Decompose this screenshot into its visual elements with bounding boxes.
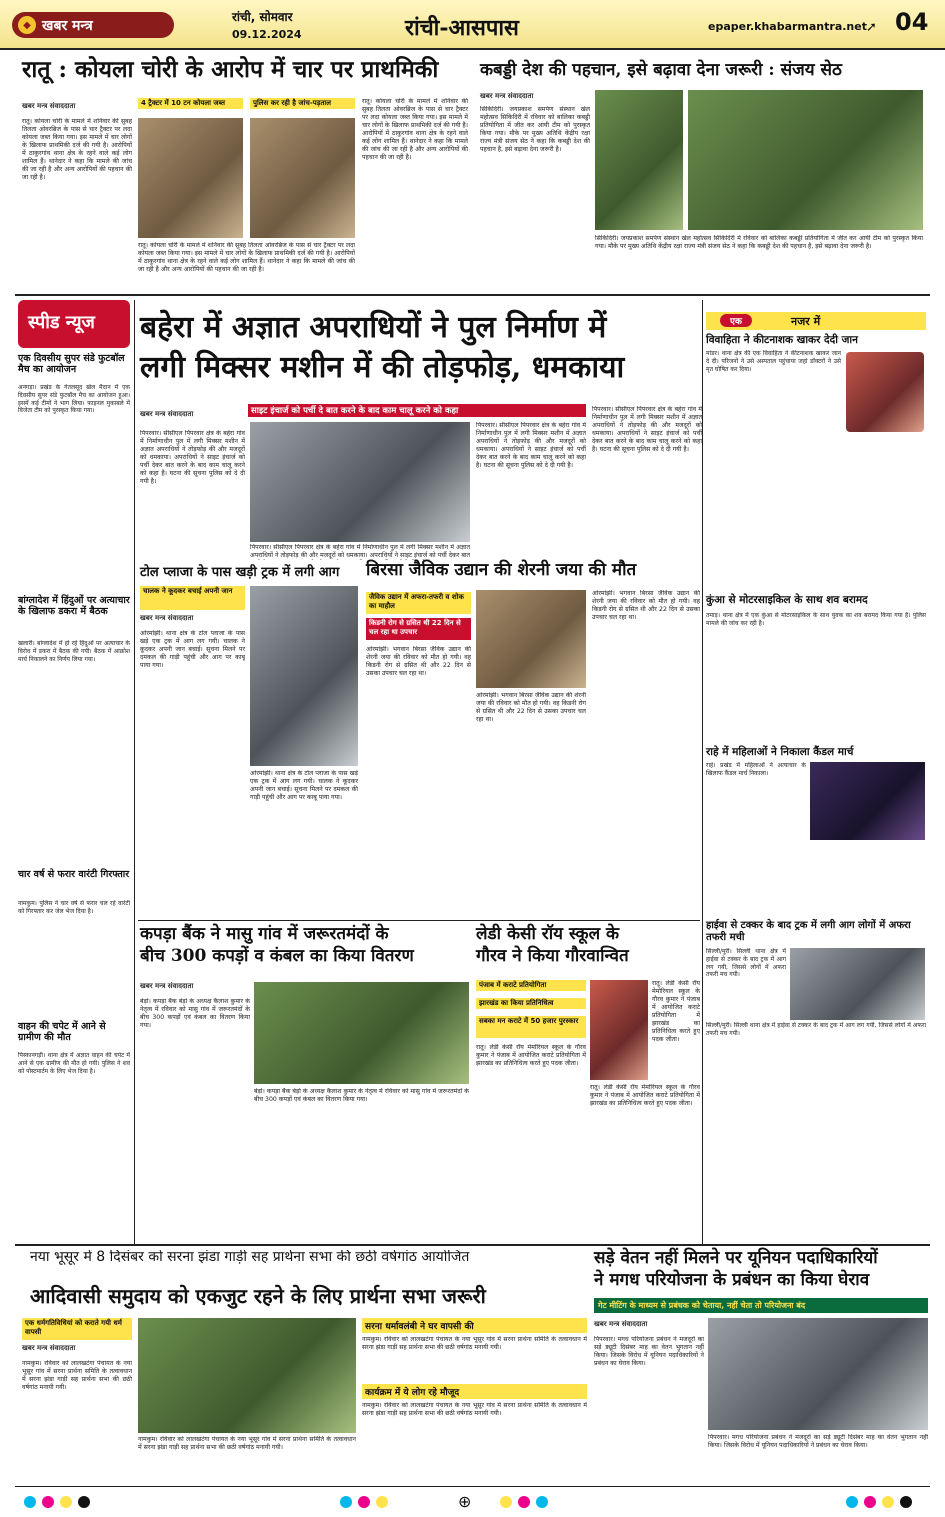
prayer-strap-2: कार्यक्रम में ये लोग रहे मौजूद (362, 1384, 587, 1399)
candle-march-photo (810, 762, 925, 840)
divider (15, 294, 930, 296)
story-coal-body-cont: रातू। कोयला चोरी के मामले में शनिवार की सुबह तिलता ओवरब्रिज के पास से चार ट्रैक्टर पर लदा कोयला जब्त किया गया। इस मामले में चार लोगों के खिलाफ प्राथमिकी दर्ज की गयी है। आरोपियों में ठाकुरगांव थाना क्षेत्र के रहने वाले कई लोग शामिल हैं। थानेदार ने कहा कि मामले की जांच की जा रही है और अन्य आरोपियों की पहचान की जा रही है। (138, 242, 355, 274)
zoo-body: ओरमांझी। भगवान बिरसा जैविक उद्यान की शेरनी जया की रविवार को मौत हो गयी। वह किडनी रोग से ग्रसित थी और 22 दिन से उसका उपचार चल रहा था। (366, 646, 471, 678)
nazar-item-body-2: तमाड़। थाना क्षेत्र में एक कुंआ से मोटरसाइकिल के साथ युवक का शव बरामद किया गया है। पुलिस मामले की जांच कर रही है। (706, 612, 926, 627)
story-coal-caption-1: 4 ट्रैक्टर में 10 टन कोयला जब्त (138, 98, 243, 109)
color-registration-left (24, 1496, 90, 1508)
union-body-cont: पिपरवार। मगध परियोजना प्रबंधन ने मजदूरों का सड़े ड्यूटी दिसंबर माह का वेतन भुगतान नहीं किया। जिसके विरोध में यूनियन पदाधिकारियों ने प्रबंधन का घेराव किया। (708, 1434, 928, 1450)
speed-item-body-3: नामकुम। पुलिस ने चार वर्ष से फरार चल रहे वारंटी को गिरफ्तार कर जेल भेज दिया है। (18, 900, 130, 915)
byline-lead: खबर मन्त्र संवाददाता (140, 410, 194, 418)
city-day: रांची, सोमवार (232, 10, 293, 24)
byline-kabaddi: खबर मन्त्र संवाददाता (480, 92, 534, 100)
column-rule-right (702, 300, 703, 1245)
page-number: 04 (895, 8, 929, 36)
zoo-caption-1: जैविक उद्यान में अफरा-तफरी व शोक का माहौल (366, 592, 471, 614)
lead-body-col3: पिपरवार। सीसीएल पिपरवार क्षेत्र के बहेरा गांव में निर्माणाधीन पुल में लगी मिक्सर मशीन में अज्ञात अपराधियों ने तोड़फोड़ की और मजदूरों को धमकाया। अपराधियों ने साइट इंचार्ज को पर्ची देकर बात करने के बाद काम चालू करने को कहा है। घटना की सूचना पुलिस को दे दी गयी है। (476, 422, 586, 470)
nazar-portrait (846, 352, 924, 432)
school-body: रातू। लेडी केसी रॉय मेमोरियल स्कूल के गौरव कुमार ने पंजाब में आयोजित कराटे प्रतियोगिता में झारखंड का प्रतिनिधित्व करते हुए पदक जीता। (476, 1044, 586, 1068)
divider (15, 1244, 930, 1246)
nazar-item-body-1: मांडर। थाना क्षेत्र की एक विवाहिता ने कीटनाशक खाकर जान दे दी। परिजनों ने उसे अस्पताल पहुंचाया जहां डॉक्टरों ने उसे मृत घोषित कर दिया। (706, 350, 841, 373)
nazar-item-head-1: विवाहिता ने कीटनाशक खाकर देदी जान (706, 334, 858, 346)
speed-item-body-4: पिस्कानगड़ी। थाना क्षेत्र में अज्ञात वाहन की चपेट में आने से एक ग्रामीण की मौत हो गयी। पुलिस ने शव को पोस्टमार्टम के लिए भेज दिया है। (18, 1052, 130, 1075)
kabaddi-photo-2 (688, 90, 923, 230)
footer-rule (15, 1486, 930, 1487)
epaper-url[interactable]: epaper.khabarmantra.net (708, 20, 867, 33)
byline-prayer: खबर मन्त्र संवाददाता (22, 1344, 76, 1352)
logo-icon: ◆ (18, 16, 36, 34)
union-headline-2: ने मगध परियोजना के प्रबंधन का किया घेराव (594, 1270, 870, 1290)
zoo-body-cont: ओरमांझी। भगवान बिरसा जैविक उद्यान की शेरनी जया की रविवार को मौत हो गयी। वह किडनी रोग से ग्रसित थी और 22 दिन से उसका उपचार चल रहा था। (476, 692, 586, 724)
blanket-body: बेड़ो। कपड़ा बैंक बेड़ो के अध्यक्ष कैलाश कुमार के नेतृत्व में रविवार को मासु गांव में जरूरतमंदों के बीच 300 कपड़ों एवं कंबल का वितरण किया गया। (140, 998, 250, 1030)
coal-photo-2 (250, 118, 355, 238)
school-headline-2: गौरव ने किया गौरवान्वित (476, 946, 629, 966)
story-coal-caption-2: पुलिस कर रही है जांच-पड़ताल (250, 98, 355, 109)
school-body-cont: रातू। लेडी केसी रॉय मेमोरियल स्कूल के गौरव कुमार ने पंजाब में आयोजित कराटे प्रतियोगिता में झारखंड का प्रतिनिधित्व करते हुए पदक जीता। (590, 1084, 700, 1108)
union-photo (708, 1318, 928, 1430)
speed-item-head-1: एक दिवसीय सुपर संडे फुटबॉल मैच का आयोजन (18, 353, 125, 375)
byline-blanket: खबर मन्त्र संवाददाता (140, 982, 194, 990)
school-body-side: रातू। लेडी केसी रॉय मेमोरियल स्कूल के गौरव कुमार ने पंजाब में आयोजित कराटे प्रतियोगिता में झारखंड का प्रतिनिधित्व करते हुए पदक जीता। (652, 980, 700, 1044)
masthead (0, 0, 945, 50)
lead-headline-2: लगी मिक्सर मशीन में की तोड़फोड़, धमकाया (140, 350, 625, 385)
byline: खबर मन्त्र संवाददाता (22, 102, 76, 110)
lead-body: पिपरवार। सीसीएल पिपरवार क्षेत्र के बहेरा गांव में निर्माणाधीन पुल में लगी मिक्सर मशीन में अज्ञात अपराधियों ने तोड़फोड़ की और मजदूरों को धमकाया। अपराधियों ने साइट इंचार्ज को पर्ची देकर बात करने के बाद काम चालू करने को कहा है। घटना की सूचना पुलिस को दे दी गयी है। (140, 430, 245, 486)
story-coal-body-col3: रातू। कोयला चोरी के मामले में शनिवार की सुबह तिलता ओवरब्रिज के पास से चार ट्रैक्टर पर लदा कोयला जब्त किया गया। इस मामले में चार लोगों के खिलाफ प्राथमिकी दर्ज की गयी है। आरोपियों में ठाकुरगांव थाना क्षेत्र के रहने वाले कई लोग शामिल हैं। थानेदार ने कहा कि मामले की जांच की जा रही है और अन्य आरोपियों की पहचान की जा रही है। (362, 98, 468, 162)
cursor-icon: ➚ (866, 20, 877, 35)
prayer-photo (138, 1318, 356, 1433)
story-coal-body: रातू। कोयला चोरी के मामले में शनिवार की सुबह तिलता ओवरब्रिज के पास से चार ट्रैक्टर पर लदा कोयला जब्त किया गया। इस मामले में चार लोगों के खिलाफ प्राथमिकी दर्ज की गयी है। आरोपियों में ठाकुरगांव थाना क्षेत्र के रहने वाले कई लोग शामिल हैं। थानेदार ने कहा कि मामले की जांच की जा रही है और अन्य आरोपियों की पहचान की जा रही है। (22, 118, 132, 182)
school-tag-3: सबका मन कराटे में 50 हजार पुरस्कार (476, 1016, 586, 1038)
story-coal-headline: रातू : कोयला चोरी के आरोप में चार पर प्राथमिकी (22, 56, 439, 83)
prayer-body-col4: नामकुम। रविवार को लालखटंगा पंचायत के नया भूसूर गांव में सरना प्रार्थना समिति के तत्वावधान में सरना झंडा गाड़ी सह प्रार्थना सभा की छठी वर्षगांठ मनायी गयी। (362, 1402, 587, 1418)
truck-body-cont: ओरमांझी। थाना क्षेत्र के टोल प्लाजा के पास खड़े एक ट्रक में आग लग गयी। चालक ने कूदकर अपनी जान बचाई। सूचना मिलने पर दमकल की गाड़ी पहुंची और आग पर काबू पाया गया। (250, 770, 358, 802)
nazar-header: एक नजर में (706, 312, 926, 330)
color-registration-center (340, 1496, 388, 1508)
lead-headline-1: बहेरा में अज्ञात अपराधियों ने पुल निर्माण में (140, 310, 607, 345)
prayer-caption: एक धर्मगतिविधियां को कराते गयी धर्म वापसी (22, 1318, 132, 1340)
color-registration-center-right (500, 1496, 548, 1508)
student-photo (590, 980, 648, 1080)
prayer-body-col3: नामकुम। रविवार को लालखटंगा पंचायत के नया भूसूर गांव में सरना प्रार्थना समिति के तत्वावधान में सरना झंडा गाड़ी सह प्रार्थना सभा की छठी वर्षगांठ मनायी गयी। (362, 1336, 587, 1352)
coal-photo-1 (138, 118, 243, 238)
speed-item-head-4: वाहन की चपेट में आने से ग्रामीण की मौत (18, 1021, 106, 1043)
speed-item-body-2: खलारी। बांग्लादेश में हो रहे हिंदुओं पर अत्याचार के विरोध में डकरा में बैठक की गयी। बैठक में आक्रोश मार्च निकालने का निर्णय लिया गया। (18, 640, 130, 663)
prayer-headline: आदिवासी समुदाय को एकजुट रहने के लिए प्रार्थना सभा जरूरी (30, 1284, 486, 1308)
nazar-item-body-4-cont: सिल्ली/मुरी। सिल्ली थाना क्षेत्र में हाईवा से टक्कर के बाद ट्रक में आग लग गयी, जिससे लोगों में अफरा तफरी मच गयी। (706, 1022, 926, 1037)
speed-news-badge: स्पीड न्यूज (18, 300, 130, 348)
prayer-strap-1: सरना धर्मावलंबी ने घर वापसी की (362, 1318, 587, 1333)
lioness-photo (476, 590, 586, 688)
lead-body-cont: पिपरवार। सीसीएल पिपरवार क्षेत्र के बहेरा गांव में निर्माणाधीन पुल में लगी मिक्सर मशीन में अज्ञात अपराधियों ने तोड़फोड़ की और मजदूरों को धमकाया। अपराधियों ने साइट इंचार्ज को पर्ची देकर बात (250, 544, 470, 560)
truck-body: ओरमांझी। थाना क्षेत्र के टोल प्लाजा के पास खड़े एक ट्रक में आग लग गयी। चालक ने कूदकर अपनी जान बचाई। सूचना मिलने पर दमकल की गाड़ी पहुंची और आग पर काबू पाया गया। (140, 630, 245, 670)
zoo-caption-2: किडनी रोग से ग्रसित थी 22 दिन से चल रहा था उपचार (366, 618, 471, 640)
divider (138, 920, 700, 921)
speed-item-head-2: बांग्लादेश में हिंदुओं पर अत्याचार के खिलाफ डकरा में बैठक (18, 595, 130, 617)
truck-photo (250, 586, 358, 766)
nazar-item-body-4: सिल्ली/मुरी। सिल्ली थाना क्षेत्र में हाईवा से टक्कर के बाद ट्रक में आग लग गयी, जिससे लोगों में अफरा तफरी मच गयी। (706, 948, 786, 979)
nazar-item-head-4: हाईवा से टक्कर के बाद ट्रक में लगी आग लोगों में अफरा तफरी मची (706, 920, 911, 943)
union-body: पिपरवार। मगध परियोजना प्रबंधन ने मजदूरों का सड़े ड्यूटी दिसंबर माह का वेतन भुगतान नहीं किया। जिसके विरोध में यूनियन पदाधिकारियों ने प्रबंधन का घेराव किया। (594, 1336, 704, 1368)
lead-strap: साइट इंचार्ज को पर्ची दे बात करने के बाद काम चालू करने को कहा (248, 404, 586, 417)
column-rule (134, 300, 135, 1245)
blanket-headline-2: बीच 300 कपड़ों व कंबल का किया वितरण (140, 946, 414, 966)
story-kabaddi-body-cont: सिकिदिरी। जयप्रकाश समर्पण संस्थान खेल महोत्सव सिकिदिरी में रविवार को बालिका कबड्डी प्रतियोगिता में जीत कर आयी टीम को पुरस्कृत किया गया। मौके पर मुख्य अतिथि केंद्रीय रक्षा राज्य मंत्री संजय सेठ ने कहा कि कबड्डी देश की पहचान है, इसे बढ़ावा देना जरूरी है। (595, 235, 923, 251)
prayer-body-cont: नामकुम। रविवार को लालखटंगा पंचायत के नया भूसूर गांव में सरना प्रार्थना समिति के तत्वावधान में सरना झंडा गाड़ी सह प्रार्थना सभा की छठी वर्षगांठ मनायी गयी। (138, 1436, 356, 1452)
blanket-body-cont: बेड़ो। कपड़ा बैंक बेड़ो के अध्यक्ष कैलाश कुमार के नेतृत्व में रविवार को मासु गांव में जरूरतमंदों के बीच 300 कपड़ों एवं कंबल का वितरण किया गया। (254, 1088, 469, 1104)
story-kabaddi-headline: कबड्डी देश की पहचान, इसे बढ़ावा देना जरूरी : संजय सेठ (480, 60, 842, 80)
nazar-item-head-2: कुंआ से मोटरसाइकिल के साथ शव बरामद (706, 594, 868, 606)
color-registration-right (846, 1496, 912, 1508)
school-tag-2: झारखंड का किया प्रतिनिधित्व (476, 998, 586, 1009)
lead-body-col4: पिपरवार। सीसीएल पिपरवार क्षेत्र के बहेरा गांव में निर्माणाधीन पुल में लगी मिक्सर मशीन में अज्ञात अपराधियों ने तोड़फोड़ की और मजदूरों को धमकाया। अपराधियों ने साइट इंचार्ज को पर्ची देकर बात करने के बाद काम चालू करने को कहा है। घटना की सूचना पुलिस को दे दी गयी है। (592, 406, 702, 454)
union-headline-1: सड़े वेतन नहीं मिलने पर यूनियन पदाधिकारियों (594, 1248, 878, 1268)
section-title: रांची-आसपास (405, 15, 519, 41)
byline-truck: खबर मन्त्र संवाददाता (140, 614, 194, 622)
zoo-headline: बिरसा जैविक उद्यान की शेरनी जया की मौत (366, 560, 637, 580)
prayer-kicker: नया भूसूर में 8 दिसंबर को सरना झंडा गाड़ी सह प्रार्थना सभा की छठी वर्षगांठ आयोजित (30, 1250, 470, 1265)
registration-mark-icon: ⊕ (458, 1492, 472, 1511)
byline-union: खबर मन्त्र संवाददाता (594, 1320, 648, 1328)
blanket-photo (254, 982, 469, 1084)
truck-caption: चालक ने कूदकर बचाई अपनी जान (140, 586, 245, 610)
truck-headline: टोल प्लाजा के पास खड़ी ट्रक में लगी आग (140, 565, 340, 580)
kabaddi-photo-1 (595, 90, 683, 230)
school-headline-1: लेडी केसी रॉय स्कूल के (476, 924, 620, 944)
truck-fire-photo (790, 948, 925, 1020)
lead-photo (250, 422, 470, 542)
story-kabaddi-body: सिकिदिरी। जयप्रकाश समर्पण संस्थान खेल महोत्सव सिकिदिरी में रविवार को बालिका कबड्डी प्रतियोगिता में जीत कर आयी टीम को पुरस्कृत किया गया। मौके पर मुख्य अतिथि केंद्रीय रक्षा राज्य मंत्री संजय सेठ ने कहा कि कबड्डी देश की पहचान है, इसे बढ़ावा देना जरूरी है। (480, 106, 590, 154)
speed-item-body-1: अनगड़ा। प्रखंड के गेतलसूद खेल मैदान में एक दिवसीय सुपर संडे फुटबॉल मैच का आयोजन हुआ। इसमें कई टीमों ने भाग लिया। फाइनल मुकाबले में विजेता टीम को पुरस्कृत किया गया। (18, 384, 130, 415)
prayer-body: नामकुम। रविवार को लालखटंगा पंचायत के नया भूसूर गांव में सरना प्रार्थना समिति के तत्वावधान में सरना झंडा गाड़ी सह प्रार्थना सभा की छठी वर्षगांठ मनायी गयी। (22, 1360, 132, 1392)
logo[interactable]: ◆ खबर मन्त्र (12, 12, 174, 38)
zoo-body-col3: ओरमांझी। भगवान बिरसा जैविक उद्यान की शेरनी जया की रविवार को मौत हो गयी। वह किडनी रोग से ग्रसित थी और 22 दिन से उसका उपचार चल रहा था। (592, 590, 700, 622)
date: 09.12.2024 (232, 28, 302, 41)
nazar-item-head-3: राहे में महिलाओं ने निकाला कैंडल मार्च (706, 746, 854, 758)
speed-item-head-3: चार वर्ष से फरार वारंटी गिरफ्तार (18, 869, 130, 880)
nazar-item-body-3: राहे। प्रखंड में महिलाओं ने अत्याचार के खिलाफ कैंडल मार्च निकाला। (706, 762, 806, 777)
union-strap: गेट मीटिंग के माध्यम से प्रबंधक को चेताया, नहीं चेता तो परियोजना बंद (594, 1298, 928, 1313)
blanket-headline-1: कपड़ा बैंक ने मासु गांव में जरूरतमंदों के (140, 924, 389, 944)
school-tag-1: पंजाब में कराटे प्रतियोगिता (476, 980, 586, 991)
